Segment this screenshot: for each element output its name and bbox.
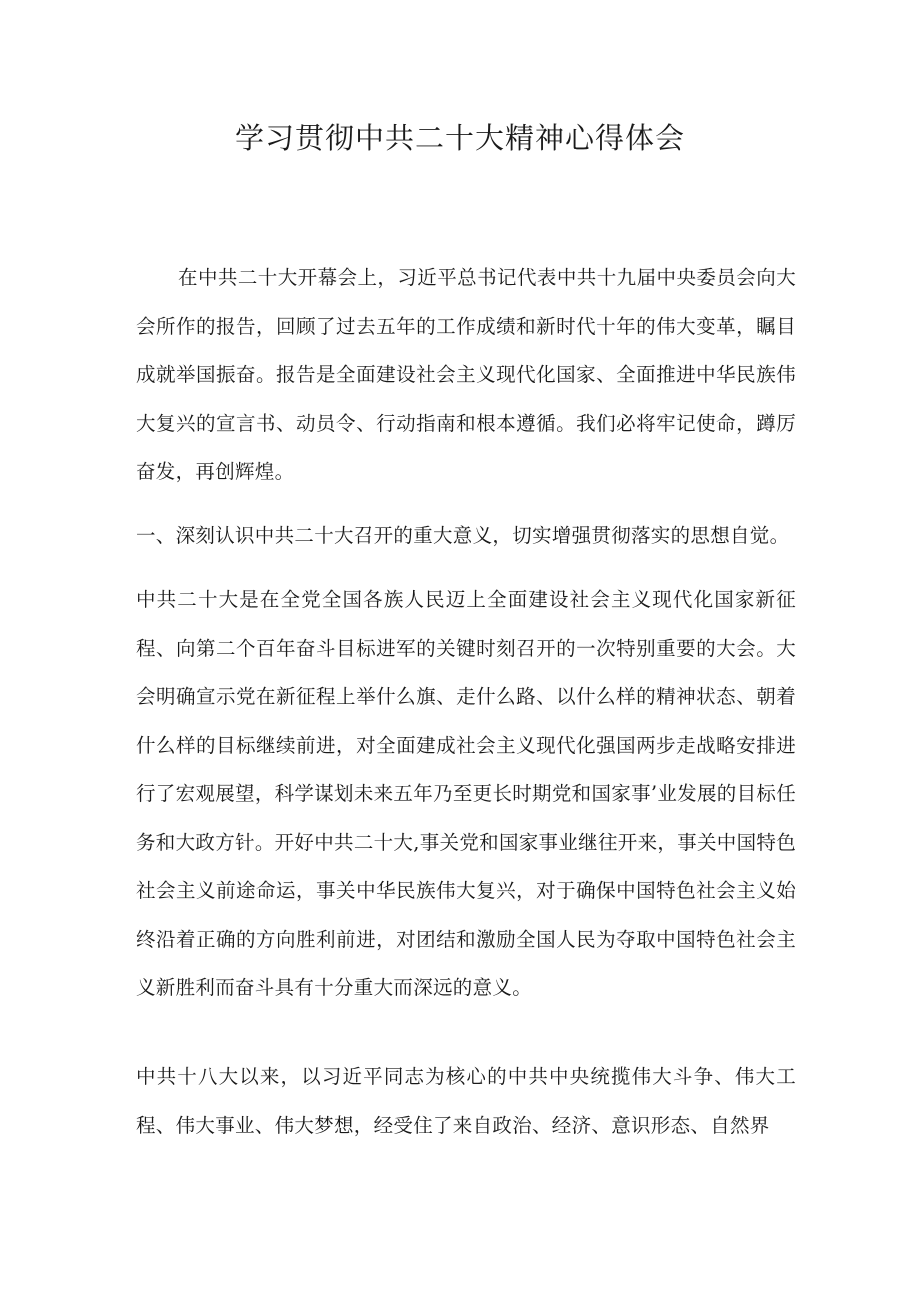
document-title: 学习贯彻中共二十大精神心得体会 bbox=[234, 121, 685, 155]
paragraph-significance: 中共二十大是在全党全国各族人民迈上全面建设社会主义现代化国家新征程、向第二个百年奋斗目标进军的关键时刻召开的一次特别重要的大会。大会明确宣示党在新征程上举什么旗、走什么路、以什么样的精神状态、朝着什么样的目标继续前进，对全面建成社会主义现代化强国两步走战略安排进行了宏观展望，科学谋划未来五年乃至更长时期党和国家事’业发展的目标任务和大政方针。开好中共二十大,事关党和国家事业继往开来，事关中国特色社会主义前途命运，事关中华民族伟大复兴，对于确保中国特色社会主义始终沿着正确的方向胜利前进，对团结和激励全国人民为夺取中国特色社会主义新胜利而奋斗具有十分重大而深远的意义。 bbox=[136, 588, 796, 999]
paragraph-since-18th-congress: 中共十八大以来，以习近平同志为核心的中共中央统揽伟大斗争、伟大工程、伟大事业、伟大梦想，经受住了来自政治、经济、意识形态、自然界 bbox=[136, 1065, 796, 1137]
section-heading-1: 一、深刻认识中共二十大召开的重大意义，切实增强贯彻落实的思想自觉。 bbox=[136, 524, 790, 547]
paragraph-intro: 在中共二十大开幕会上，习近平总书记代表中共十九届中央委员会向大会所作的报告，回顾了过去五年的工作成绩和新时代十年的伟大变革，瞩目成就举国振奋。报告是全面建设社会主义现代化国家、全面推进中华民族伟大复兴的宣言书、动员令、行动指南和根本遵循。我们必将牢记使命，蹲厉奋发，再创辉煌。 bbox=[136, 266, 796, 483]
